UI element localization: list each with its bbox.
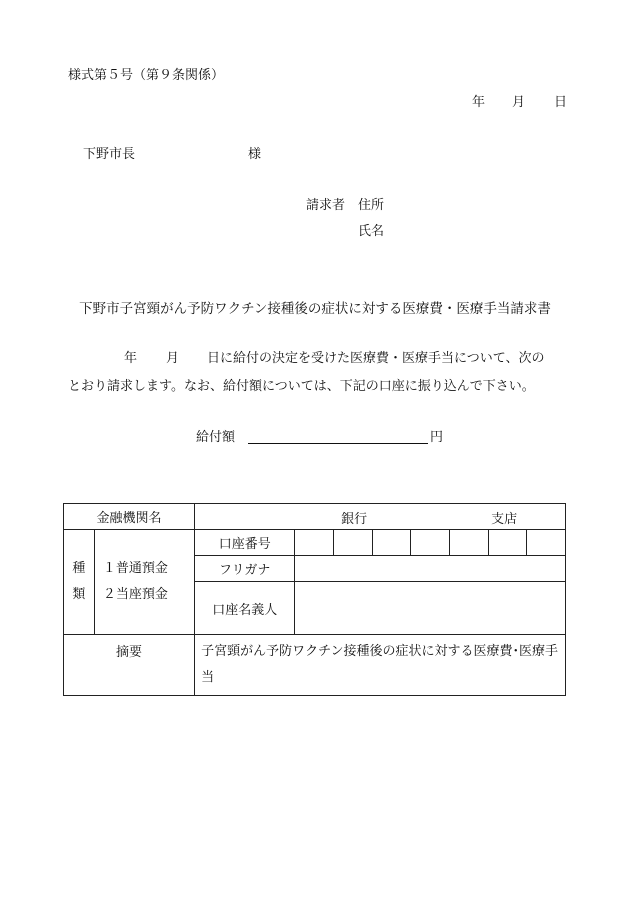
form-number: 様式第５号（第９条関係）	[68, 68, 225, 83]
account-number-label: 口座番号	[195, 530, 295, 556]
claimant-name-label: 氏名	[358, 224, 385, 239]
amount-label: 給付額	[196, 430, 236, 445]
account-digit-3[interactable]	[372, 530, 411, 556]
claimant-label: 請求者	[306, 198, 346, 213]
account-type-options[interactable]	[94, 530, 194, 635]
account-holder-label: 口座名義人	[195, 582, 295, 635]
account-digit-1[interactable]	[295, 530, 334, 556]
furigana-label: フリガナ	[195, 556, 295, 582]
kind-char-1: 種	[72, 561, 86, 576]
addressee-honorific: 様	[248, 147, 262, 162]
document-title: 下野市子宮頸がん予防ワクチン接種後の症状に対する医療費・医療手当請求書	[79, 301, 551, 317]
furigana-field[interactable]	[295, 556, 566, 582]
institution-label: 金融機関名	[64, 504, 195, 530]
kind-label	[64, 530, 95, 635]
option-current-deposit[interactable]: ２当座預金	[102, 587, 168, 602]
summary-text: 子宮頸がん予防ワクチン接種後の症状に対する医療費･医療手当	[195, 635, 566, 696]
amount-unit: 円	[430, 430, 444, 445]
account-digit-6[interactable]	[488, 530, 527, 556]
date-year-label: 年	[472, 95, 486, 110]
addressee-name: 下野市長	[83, 147, 136, 162]
branch-suffix: 支店	[491, 512, 518, 527]
body-year: 年	[124, 351, 138, 366]
date-month-label: 月	[512, 95, 526, 110]
option-ordinary-deposit[interactable]: １普通預金	[102, 561, 168, 576]
account-digit-7[interactable]	[527, 530, 566, 556]
claimant-address-label: 住所	[358, 198, 385, 213]
account-digit-2[interactable]	[333, 530, 372, 556]
institution-name-field[interactable]	[195, 504, 566, 530]
bank-suffix: 銀行	[341, 512, 368, 527]
body-line2: とおり請求します。なお、給付額については、下記の口座に振り込んで下さい。	[68, 379, 535, 394]
body-month: 月	[166, 351, 180, 366]
summary-label: 摘要	[64, 635, 195, 696]
account-digit-4[interactable]	[411, 530, 450, 556]
amount-input-line[interactable]	[248, 443, 428, 444]
body-line1: 日に給付の決定を受けた医療費・医療手当について、次の	[207, 351, 545, 366]
account-holder-field[interactable]	[295, 582, 566, 635]
bank-account-table	[63, 503, 566, 696]
kind-char-2: 類	[72, 587, 86, 602]
date-day-label: 日	[554, 95, 568, 110]
account-digit-5[interactable]	[449, 530, 488, 556]
